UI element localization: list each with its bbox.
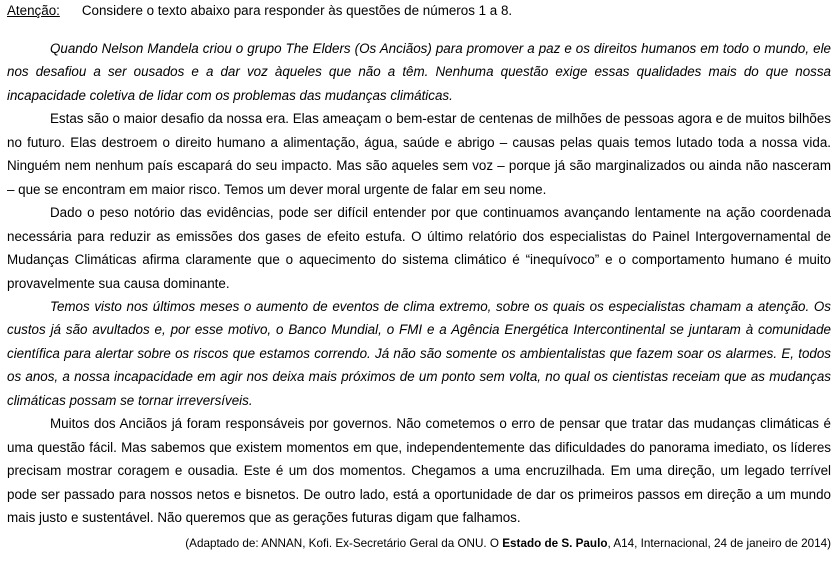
source-prefix: (Adaptado de: ANNAN, Kofi. Ex-Secretário Geral da ONU. O	[185, 537, 503, 550]
instruction-header	[7, 2, 512, 20]
paragraph-1: Quando Nelson Mandela criou o grupo The Elders (Os Anciãos) para promover a paz e os direitos humanos em todo o mundo, ele nos desafiou a ser ousados e a dar voz àqueles que não a têm. Nenhuma questão exige essas qualidades mais do que nossa incapacidade coletiva de lidar com os problemas das mudanças climáticas.	[7, 41, 831, 103]
paragraph-5: Muitos dos Anciãos já foram responsáveis por governos. Não cometemos o erro de pensar que tratar das mudanças climáticas é uma questão fácil. Mas sabemos que existem momentos em que, independentemente das dificuldades do panorama imediato, os líderes precisam mostrar coragem e ousadia. Este é um dos momentos. Chegamos a uma encruzilhada. Em uma direção, um legado terrível pode ser passado para nossos netos e bisnetos. De outro lado, está a oportunidade de dar os primeiros passos em direção a um mundo mais justo e sustentável. Não queremos que as gerações futuras digam que falhamos.	[7, 416, 831, 526]
source-citation	[185, 536, 831, 552]
source-suffix: , A14, Internacional, 24 de janeiro de 2014)	[607, 537, 831, 550]
paragraph-3: Dado o peso notório das evidências, pode ser difícil entender por que continuamos avançando lentamente na ação coordenada necessária para reduzir as emissões dos gases de efeito estufa. O último relatório dos especialistas do Painel Intergovernamental de Mudanças Climáticas afirma claramente que o aquecimento do sistema climático é “inequívoco” e o comportamento humano é muito provavelmente sua causa dominante.	[7, 205, 831, 291]
source-publication: Estado de S. Paulo	[502, 537, 608, 550]
paragraph-4: Temos visto nos últimos meses o aumento de eventos de clima extremo, sobre os quais os especialistas chamam a atenção. Os custos já são avultados e, por esse motivo, o Banco Mundial, o FMI e a Agência Energética Intercontinental se juntaram à comunidade científica para alertar sobre os riscos que estamos correndo. Já não são somente os ambientalistas que fazem soar os alarmes. E, todos os anos, a nossa incapacidade em agir nos deixa mais próximos de um ponto sem volta, no qual os cientistas receiam que as mudanças climáticas possam se tornar irreversíveis.	[7, 298, 831, 408]
article-text	[7, 37, 831, 530]
paragraph-2: Estas são o maior desafio da nossa era. Elas ameaçam o bem-estar de centenas de milhões de pessoas agora e de muitos bilhões no futuro. Elas destroem o direito humano a alimentação, água, saúde e abrigo – causas pelas quais temos lutado toda a nossa vida. Ninguém nem nenhum país escapará do seu impacto. Mas são aqueles sem voz – porque já são marginalizados ou ainda não nasceram – que se encontram em maior risco. Temos um dever moral urgente de falar em seu nome.	[7, 111, 831, 197]
attention-label: Atenção:	[7, 3, 60, 18]
instruction-text: Considere o texto abaixo para responder às questões de números 1 a 8.	[81, 3, 513, 18]
